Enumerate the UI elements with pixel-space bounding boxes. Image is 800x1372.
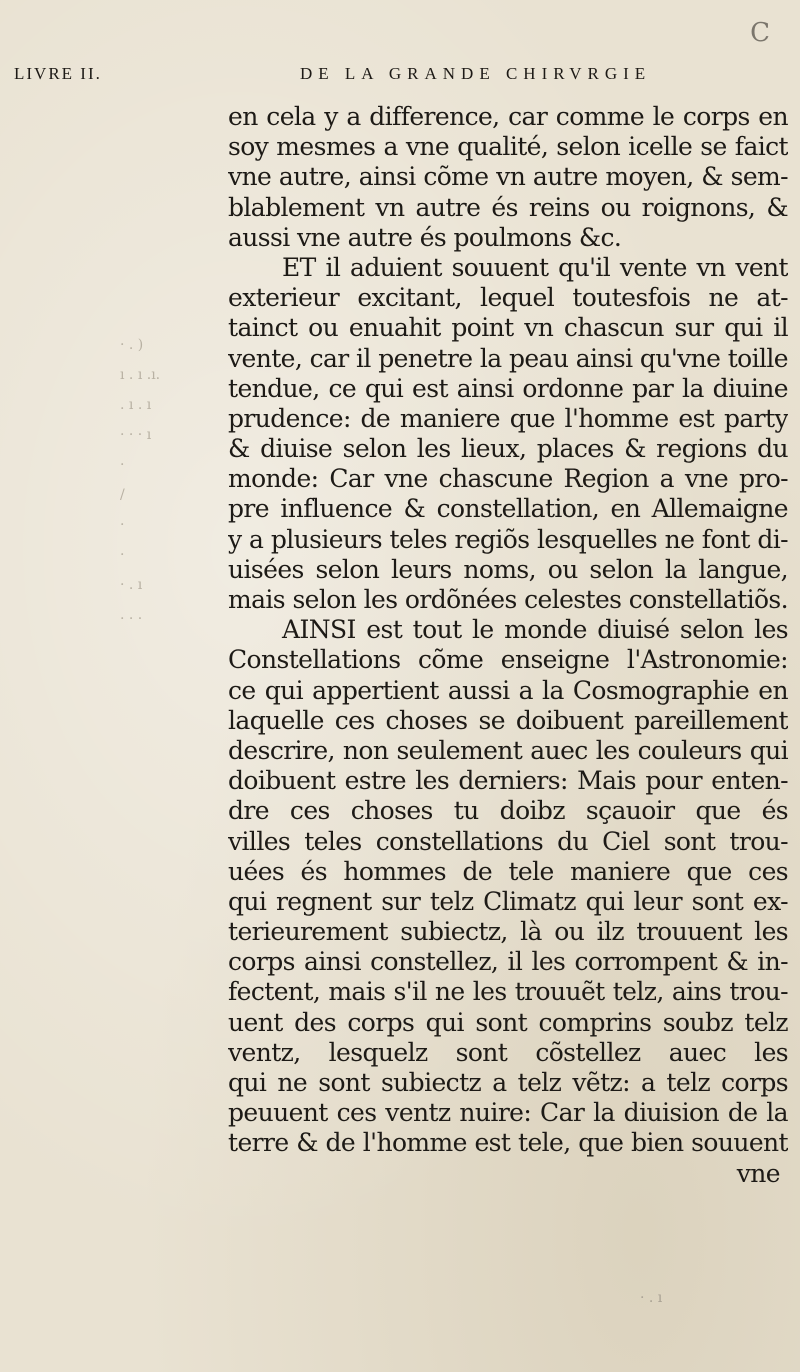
margin-bleedthrough <box>120 330 220 630</box>
text-line: villes teles constellations du Ciel sont trou- <box>228 826 788 856</box>
text-line: laquelle ces choses se doibuent pareillement <box>228 705 788 735</box>
corner-mark: C <box>750 18 770 48</box>
text-line: monde: Car vne chascune Region a vne pro- <box>228 464 788 494</box>
text-line: fectent, mais s'il ne les trouuẽt telz, ains trou- <box>228 977 788 1007</box>
text-line: qui regnent sur telz Climatz qui leur sont ex- <box>228 886 788 916</box>
running-head-book: LIVRE II. <box>14 64 102 83</box>
paragraph-opening-line: ET il aduient souuent qu'il vente vn vent <box>282 252 788 282</box>
margin-note: ı . ı .ı. <box>120 367 161 383</box>
text-line: mais selon les ordõnées celestes constellatiõs. <box>228 585 788 614</box>
text-line: blablement vn autre és reins ou roignons, & <box>228 192 788 222</box>
text-line: corps ainsi constellez, il les corrompent & in- <box>228 947 788 977</box>
text-line: ventz, lesquelz sont cõstellez auec les <box>228 1037 788 1067</box>
text-line: dre ces choses tu doibz sçauoir que és <box>228 796 788 826</box>
margin-note: · . ) <box>120 337 144 353</box>
margin-note: · <box>120 547 125 563</box>
body-text <box>228 102 788 1189</box>
margin-note: / <box>120 487 125 503</box>
text-line: uent des corps qui sont comprins soubz telz <box>228 1007 788 1037</box>
text-line: doibuent estre les derniers: Mais pour enten- <box>228 766 788 796</box>
text-line: descrire, non seulement auec les couleurs qui <box>228 735 788 765</box>
text-line: peuuent ces ventz nuire: Car la diuision de la <box>228 1098 788 1128</box>
text-line: exterieur excitant, lequel toutesfois ne at- <box>228 283 788 313</box>
margin-note: . . . <box>120 607 143 623</box>
text-line: soy mesmes a vne qualité, selon icelle se faict <box>228 132 788 162</box>
catchword: vne <box>736 1158 780 1188</box>
text-line: uées és hommes de tele maniere que ces <box>228 856 788 886</box>
paragraph-opening-line: AINSI est tout le monde diuisé selon les <box>282 615 788 645</box>
text-line: terre & de l'homme est tele, que bien souuent <box>228 1128 788 1158</box>
running-head-title: DE LA GRANDE CHIRVRGIE <box>300 64 652 83</box>
bottom-bleedthrough: · . ı <box>640 1290 663 1306</box>
text-line: Constellations cõme enseigne l'Astronomie: <box>228 645 788 675</box>
text-line: terieurement subiectz, là ou ilz trouuent les <box>228 917 788 947</box>
text-line: ce qui appertient aussi a la Cosmographie en <box>228 675 788 705</box>
text-line: prudence: de maniere que l'homme est party <box>228 403 788 433</box>
running-header <box>0 64 800 90</box>
text-line: vne autre, ainsi cõme vn autre moyen, & sem- <box>228 162 788 192</box>
text-line: pre influence & constellation, en Allemaigne <box>228 494 788 524</box>
margin-note: · . ı <box>120 577 143 593</box>
text-line: y a plusieurs teles regiõs lesquelles ne font di- <box>228 524 788 554</box>
text-line: tainct ou enuahit point vn chascun sur qui il <box>228 313 788 343</box>
text-line: tendue, ce qui est ainsi ordonne par la diuine <box>228 373 788 403</box>
margin-note: · · · ı <box>120 427 152 443</box>
text-line: vente, car il penetre la peau ainsi qu'vne toille <box>228 343 788 373</box>
text-line: & diuise selon les lieux, places & regions du <box>228 434 788 464</box>
text-line: qui ne sont subiectz a telz vẽtz: a telz corps <box>228 1068 788 1097</box>
margin-note: · <box>120 517 125 533</box>
margin-note: . ı . ı <box>120 397 152 413</box>
text-line: aussi vne autre és poulmons &c. <box>228 222 622 252</box>
text-line: en cela y a difference, car comme le corps en <box>228 102 788 131</box>
margin-note: · <box>120 457 125 473</box>
text-line: uisées selon leurs noms, ou selon la langue, <box>228 554 788 584</box>
